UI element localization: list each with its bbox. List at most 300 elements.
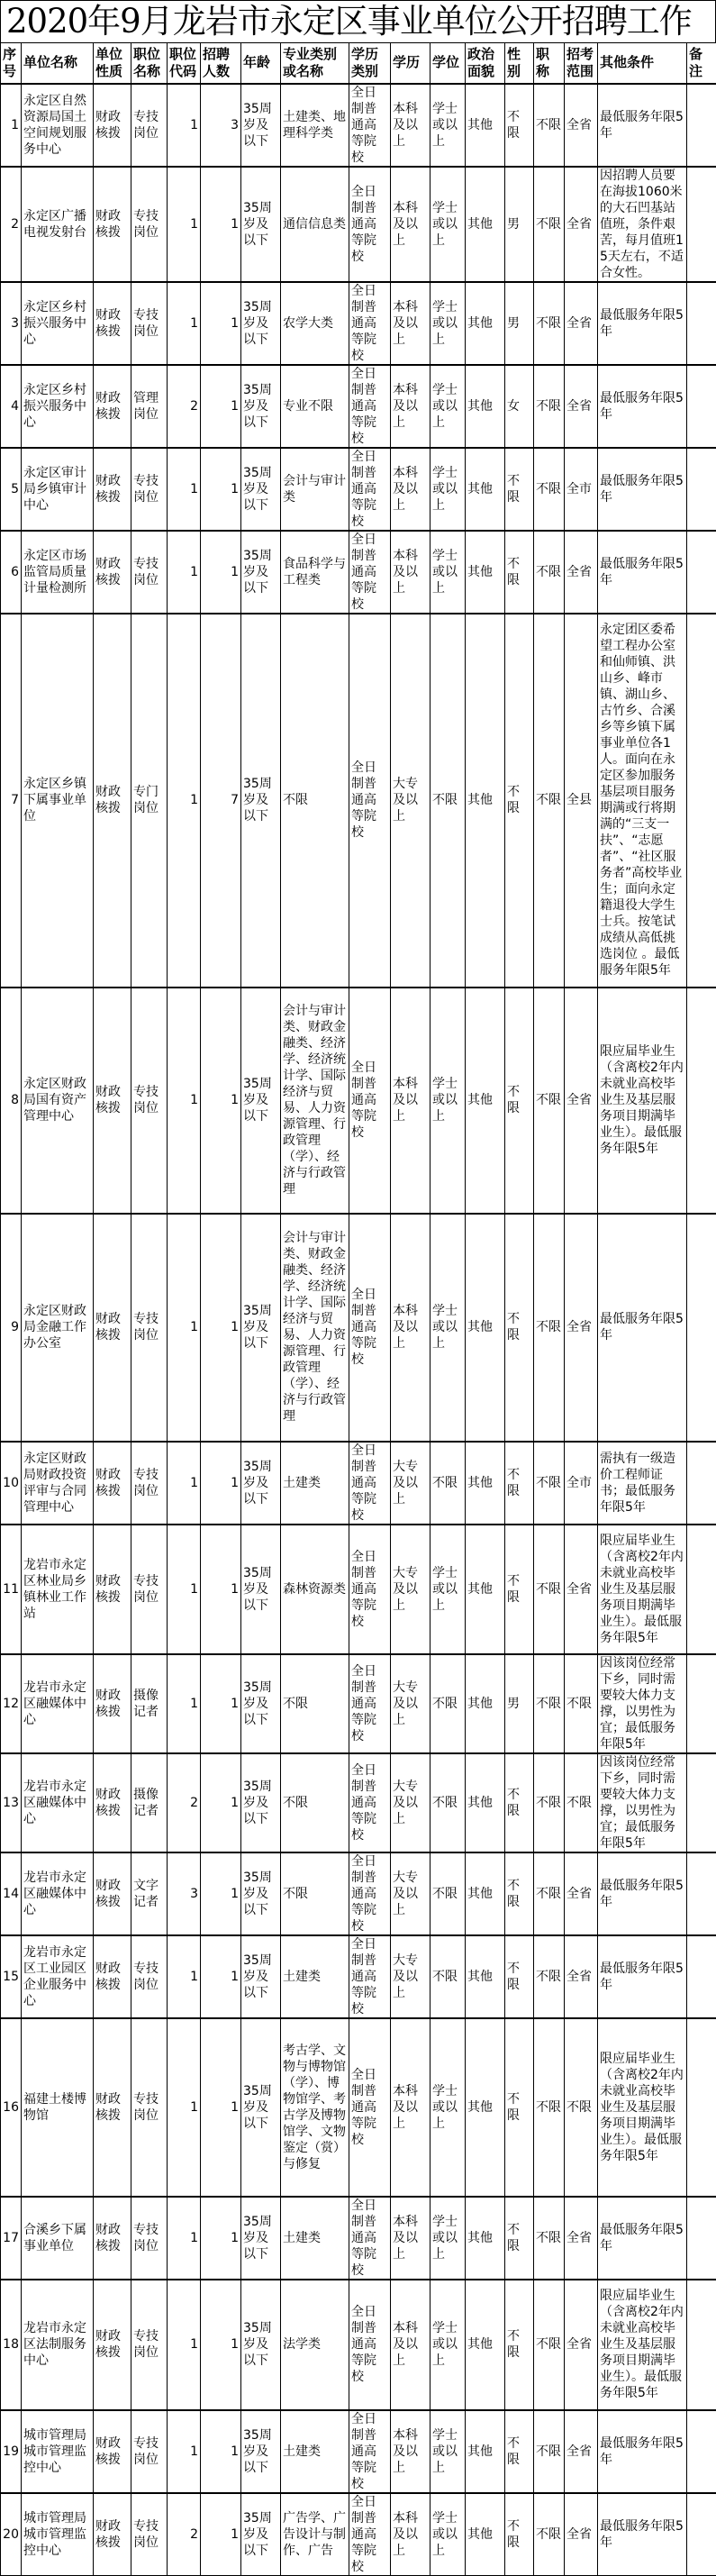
unit-nature-cell: 财政核拨 (94, 1654, 131, 1753)
unit-name-cell: 龙岩市永定区融媒体中心 (22, 1753, 94, 1852)
remark-cell (687, 2197, 716, 2280)
scope-cell: 全省 (565, 167, 598, 282)
unit-name-cell: 龙岩市永定区融媒体中心 (22, 1852, 94, 1935)
title-cell: 不限 (534, 365, 565, 448)
table-row (1, 1654, 716, 1753)
degree-cell: 学士或以上 (431, 282, 466, 365)
age-cell: 35周岁及以下 (241, 448, 281, 531)
politics-cell: 其他 (466, 84, 505, 167)
title-cell: 不限 (534, 988, 565, 1214)
header-gender: 性别 (505, 43, 534, 84)
table-row (1, 2493, 716, 2576)
position-name-cell: 专技岗位 (131, 1442, 168, 1525)
gender-cell: 不限 (505, 2493, 534, 2576)
major-cell: 通信信息类 (281, 167, 349, 282)
remark-cell (687, 988, 716, 1214)
edu-type-cell: 全日制普通高等院校 (349, 365, 391, 448)
scope-cell: 全省 (565, 988, 598, 1214)
unit-name-cell: 永定区市场监管局质量计量检测所 (22, 531, 94, 614)
unit-name-cell: 永定区审计局乡镇审计中心 (22, 448, 94, 531)
position-name-cell: 专技岗位 (131, 84, 168, 167)
header-hire-count: 招聘人数 (201, 43, 241, 84)
politics-cell: 其他 (466, 448, 505, 531)
major-cell: 法学类 (281, 2280, 349, 2410)
table-row (1, 365, 716, 448)
table-row (1, 84, 716, 167)
major-cell: 考古学、文物与博物馆（学）、博物馆学、考古学及博物馆学、文物鉴定（赏）与修复 (281, 2018, 349, 2197)
remark-cell (687, 84, 716, 167)
other-conditions-cell: 最低服务年限5年 (598, 2197, 687, 2280)
remark-cell (687, 614, 716, 988)
scope-cell: 全省 (565, 365, 598, 448)
edu-type-cell: 全日制普通高等院校 (349, 1442, 391, 1525)
gender-cell: 不限 (505, 1525, 534, 1654)
position-code-cell: 1 (168, 2280, 201, 2410)
education-cell: 本科及以上 (391, 1214, 431, 1442)
hire-count-cell: 1 (201, 1935, 241, 2018)
politics-cell: 其他 (466, 2280, 505, 2410)
header-other-conditions: 其他条件 (598, 43, 687, 84)
hire-count-cell: 1 (201, 531, 241, 614)
age-cell: 35周岁及以下 (241, 167, 281, 282)
remark-cell (687, 1442, 716, 1525)
title-cell: 不限 (534, 1525, 565, 1654)
gender-cell: 不限 (505, 84, 534, 167)
degree-cell: 学士或以上 (431, 84, 466, 167)
gender-cell: 不限 (505, 2018, 534, 2197)
hire-count-cell: 1 (201, 2280, 241, 2410)
title-cell: 不限 (534, 2197, 565, 2280)
seq-cell: 16 (1, 2018, 22, 2197)
seq-cell: 13 (1, 1753, 22, 1852)
unit-name-cell: 永定区财政局金融工作办公室 (22, 1214, 94, 1442)
unit-nature-cell: 财政核拨 (94, 1935, 131, 2018)
seq-cell: 3 (1, 282, 22, 365)
hire-count-cell: 1 (201, 1442, 241, 1525)
edu-type-cell: 全日制普通高等院校 (349, 1214, 391, 1442)
table-row (1, 2197, 716, 2280)
politics-cell: 其他 (466, 365, 505, 448)
politics-cell: 其他 (466, 167, 505, 282)
age-cell: 35周岁及以下 (241, 1525, 281, 1654)
gender-cell: 不限 (505, 448, 534, 531)
other-conditions-cell: 限应届毕业生（含离校2年内未就业高校毕业生及基层服务项目期满毕业生）。最低服务年限5年 (598, 988, 687, 1214)
header-scope: 招考范围 (565, 43, 598, 84)
unit-name-cell: 永定区乡村振兴服务中心 (22, 282, 94, 365)
degree-cell: 不限 (431, 1935, 466, 2018)
seq-cell: 5 (1, 448, 22, 531)
age-cell: 35周岁及以下 (241, 365, 281, 448)
age-cell: 35周岁及以下 (241, 1214, 281, 1442)
table-row (1, 614, 716, 988)
seq-cell: 17 (1, 2197, 22, 2280)
remark-cell (687, 365, 716, 448)
degree-cell: 学士或以上 (431, 365, 466, 448)
title-cell: 不限 (534, 2018, 565, 2197)
remark-cell (687, 448, 716, 531)
unit-name-cell: 龙岩市永定区法制服务中心 (22, 2280, 94, 2410)
degree-cell: 不限 (431, 1753, 466, 1852)
position-code-cell: 1 (168, 614, 201, 988)
unit-name-cell: 龙岩市永定区林业局乡镇林业工作站 (22, 1525, 94, 1654)
header-remark: 备注 (687, 43, 716, 84)
edu-type-cell: 全日制普通高等院校 (349, 1935, 391, 2018)
degree-cell: 不限 (431, 614, 466, 988)
education-cell: 大专及以上 (391, 1442, 431, 1525)
unit-name-cell: 永定区自然资源局国土空间规划服务中心 (22, 84, 94, 167)
gender-cell: 男 (505, 282, 534, 365)
politics-cell: 其他 (466, 1654, 505, 1753)
age-cell: 35周岁及以下 (241, 1654, 281, 1753)
position-code-cell: 2 (168, 1753, 201, 1852)
edu-type-cell: 全日制普通高等院校 (349, 448, 391, 531)
position-name-cell: 专技岗位 (131, 2410, 168, 2493)
degree-cell: 学士或以上 (431, 448, 466, 531)
unit-nature-cell: 财政核拨 (94, 2493, 131, 2576)
table-row (1, 1214, 716, 1442)
seq-cell: 9 (1, 1214, 22, 1442)
edu-type-cell: 全日制普通高等院校 (349, 1753, 391, 1852)
position-name-cell: 管理岗位 (131, 365, 168, 448)
scope-cell: 不限 (565, 2018, 598, 2197)
politics-cell: 其他 (466, 2493, 505, 2576)
table-row (1, 1753, 716, 1852)
major-cell: 不限 (281, 1753, 349, 1852)
education-cell: 本科及以上 (391, 2493, 431, 2576)
age-cell: 35周岁及以下 (241, 614, 281, 988)
politics-cell: 其他 (466, 1525, 505, 1654)
hire-count-cell: 1 (201, 1852, 241, 1935)
seq-cell: 12 (1, 1654, 22, 1753)
unit-name-cell: 福建土楼博物馆 (22, 2018, 94, 2197)
unit-name-cell: 城市管理局城市管理监控中心 (22, 2493, 94, 2576)
education-cell: 大专及以上 (391, 1654, 431, 1753)
unit-nature-cell: 财政核拨 (94, 531, 131, 614)
position-code-cell: 1 (168, 1654, 201, 1753)
title-cell: 不限 (534, 448, 565, 531)
other-conditions-cell: 限应届毕业生（含离校2年内未就业高校毕业生及基层服务项目期满毕业生）。最低服务年限5年 (598, 2280, 687, 2410)
position-code-cell: 2 (168, 2493, 201, 2576)
title-cell: 不限 (534, 614, 565, 988)
other-conditions-cell: 限应届毕业生（含离校2年内未就业高校毕业生及基层服务项目期满毕业生）。最低服务年限5年 (598, 1525, 687, 1654)
edu-type-cell: 全日制普通高等院校 (349, 1654, 391, 1753)
title-cell: 不限 (534, 1852, 565, 1935)
position-code-cell: 1 (168, 531, 201, 614)
politics-cell: 其他 (466, 614, 505, 988)
other-conditions-cell: 限应届毕业生（含离校2年内未就业高校毕业生及基层服务项目期满毕业生）。最低服务年限5年 (598, 2018, 687, 2197)
scope-cell: 全省 (565, 2410, 598, 2493)
remark-cell (687, 167, 716, 282)
age-cell: 35周岁及以下 (241, 2280, 281, 2410)
edu-type-cell: 全日制普通高等院校 (349, 988, 391, 1214)
header-major: 专业类别或名称 (281, 43, 349, 84)
edu-type-cell: 全日制普通高等院校 (349, 84, 391, 167)
education-cell: 大专及以上 (391, 614, 431, 988)
unit-nature-cell: 财政核拨 (94, 2410, 131, 2493)
degree-cell: 学士或以上 (431, 531, 466, 614)
education-cell: 本科及以上 (391, 2018, 431, 2197)
title-cell: 不限 (534, 282, 565, 365)
politics-cell: 其他 (466, 1753, 505, 1852)
position-name-cell: 摄像记者 (131, 1753, 168, 1852)
politics-cell: 其他 (466, 1214, 505, 1442)
remark-cell (687, 531, 716, 614)
education-cell: 大专及以上 (391, 1852, 431, 1935)
degree-cell: 学士或以上 (431, 2410, 466, 2493)
table-row (1, 1525, 716, 1654)
title-cell: 不限 (534, 2410, 565, 2493)
header-unit-nature: 单位性质 (94, 43, 131, 84)
gender-cell: 女 (505, 365, 534, 448)
other-conditions-cell: 最低服务年限5年 (598, 531, 687, 614)
position-code-cell: 1 (168, 1442, 201, 1525)
hire-count-cell: 1 (201, 2018, 241, 2197)
remark-cell (687, 282, 716, 365)
unit-nature-cell: 财政核拨 (94, 2018, 131, 2197)
politics-cell: 其他 (466, 1442, 505, 1525)
unit-nature-cell: 财政核拨 (94, 167, 131, 282)
seq-cell: 19 (1, 2410, 22, 2493)
age-cell: 35周岁及以下 (241, 988, 281, 1214)
position-code-cell: 1 (168, 2018, 201, 2197)
gender-cell: 男 (505, 1654, 534, 1753)
other-conditions-cell: 最低服务年限5年 (598, 1935, 687, 2018)
position-code-cell: 1 (168, 2197, 201, 2280)
gender-cell: 不限 (505, 531, 534, 614)
edu-type-cell: 全日制普通高等院校 (349, 282, 391, 365)
unit-nature-cell: 财政核拨 (94, 84, 131, 167)
age-cell: 35周岁及以下 (241, 2018, 281, 2197)
degree-cell: 学士或以上 (431, 167, 466, 282)
degree-cell: 学士或以上 (431, 1525, 466, 1654)
title-cell: 不限 (534, 1753, 565, 1852)
major-cell: 农学大类 (281, 282, 349, 365)
major-cell: 会计与审计类 (281, 448, 349, 531)
title-cell: 不限 (534, 167, 565, 282)
major-cell: 会计与审计类、财政金融类、经济学、经济统计学、国际经济与贸易、人力资源管理、行政管理（学）、经济与行政管理 (281, 1214, 349, 1442)
gender-cell: 不限 (505, 1442, 534, 1525)
seq-cell: 6 (1, 531, 22, 614)
other-conditions-cell: 需执有一级造价工程师证书；最低服务年限5年 (598, 1442, 687, 1525)
header-education: 学历 (391, 43, 431, 84)
edu-type-cell: 全日制普通高等院校 (349, 1852, 391, 1935)
position-name-cell: 专门岗位 (131, 614, 168, 988)
header-degree: 学位 (431, 43, 466, 84)
remark-cell (687, 1654, 716, 1753)
header-age: 年龄 (241, 43, 281, 84)
position-code-cell: 1 (168, 167, 201, 282)
position-code-cell: 1 (168, 1935, 201, 2018)
degree-cell: 学士或以上 (431, 988, 466, 1214)
unit-nature-cell: 财政核拨 (94, 2280, 131, 2410)
sheet-title: 2020年9月龙岩市永定区事业单位公开招聘工作 (0, 0, 716, 42)
other-conditions-cell: 因招聘人员要在海拔1060米的大石凹基站值班，条件艰苦，每月值班15天左右，不适合女性。 (598, 167, 687, 282)
scope-cell: 全市 (565, 448, 598, 531)
hire-count-cell: 1 (201, 1525, 241, 1654)
scope-cell: 全省 (565, 1525, 598, 1654)
header-politics: 政治面貌 (466, 43, 505, 84)
gender-cell: 不限 (505, 1852, 534, 1935)
age-cell: 35周岁及以下 (241, 1442, 281, 1525)
age-cell: 35周岁及以下 (241, 2197, 281, 2280)
degree-cell: 学士或以上 (431, 2493, 466, 2576)
major-cell: 食品科学与工程类 (281, 531, 349, 614)
scope-cell: 全省 (565, 1214, 598, 1442)
edu-type-cell: 全日制普通高等院校 (349, 2280, 391, 2410)
unit-name-cell: 永定区广播电视发射台 (22, 167, 94, 282)
hire-count-cell: 1 (201, 1654, 241, 1753)
major-cell: 土建类 (281, 2410, 349, 2493)
title-cell: 不限 (534, 84, 565, 167)
hire-count-cell: 3 (201, 84, 241, 167)
hire-count-cell: 1 (201, 1753, 241, 1852)
unit-nature-cell: 财政核拨 (94, 365, 131, 448)
position-name-cell: 文字记者 (131, 1852, 168, 1935)
edu-type-cell: 全日制普通高等院校 (349, 2493, 391, 2576)
other-conditions-cell: 最低服务年限5年 (598, 1852, 687, 1935)
age-cell: 35周岁及以下 (241, 1753, 281, 1852)
age-cell: 35周岁及以下 (241, 1852, 281, 1935)
hire-count-cell: 1 (201, 1214, 241, 1442)
major-cell: 土建类 (281, 1442, 349, 1525)
unit-nature-cell: 财政核拨 (94, 448, 131, 531)
remark-cell (687, 1525, 716, 1654)
major-cell: 不限 (281, 614, 349, 988)
unit-name-cell: 龙岩市永定区融媒体中心 (22, 1654, 94, 1753)
header-seq: 序号 (1, 43, 22, 84)
major-cell: 土建类、地理科学类 (281, 84, 349, 167)
remark-cell (687, 2493, 716, 2576)
seq-cell: 18 (1, 2280, 22, 2410)
header-position-code: 职位代码 (168, 43, 201, 84)
seq-cell: 10 (1, 1442, 22, 1525)
seq-cell: 11 (1, 1525, 22, 1654)
unit-name-cell: 永定区乡村振兴服务中心 (22, 365, 94, 448)
position-name-cell: 专技岗位 (131, 448, 168, 531)
seq-cell: 8 (1, 988, 22, 1214)
unit-nature-cell: 财政核拨 (94, 1214, 131, 1442)
major-cell: 土建类 (281, 2197, 349, 2280)
unit-name-cell: 永定区乡镇下属事业单位 (22, 614, 94, 988)
unit-nature-cell: 财政核拨 (94, 1753, 131, 1852)
table-row (1, 2018, 716, 2197)
edu-type-cell: 全日制普通高等院校 (349, 2410, 391, 2493)
scope-cell: 全省 (565, 282, 598, 365)
gender-cell: 不限 (505, 2280, 534, 2410)
unit-nature-cell: 财政核拨 (94, 614, 131, 988)
age-cell: 35周岁及以下 (241, 1935, 281, 2018)
title-cell: 不限 (534, 1654, 565, 1753)
scope-cell: 全省 (565, 1935, 598, 2018)
edu-type-cell: 全日制普通高等院校 (349, 614, 391, 988)
remark-cell (687, 2018, 716, 2197)
table-row (1, 1852, 716, 1935)
unit-name-cell: 永定区财政局财政投资评审与合同管理中心 (22, 1442, 94, 1525)
education-cell: 本科及以上 (391, 448, 431, 531)
position-code-cell: 1 (168, 1525, 201, 1654)
gender-cell: 不限 (505, 2197, 534, 2280)
age-cell: 35周岁及以下 (241, 531, 281, 614)
hire-count-cell: 1 (201, 2197, 241, 2280)
seq-cell: 7 (1, 614, 22, 988)
remark-cell (687, 2410, 716, 2493)
title-cell: 不限 (534, 2280, 565, 2410)
title-cell: 不限 (534, 1935, 565, 2018)
education-cell: 大专及以上 (391, 1753, 431, 1852)
major-cell: 广告学、广告设计与制作、广告 (281, 2493, 349, 2576)
header-unit-name: 单位名称 (22, 43, 94, 84)
remark-cell (687, 1935, 716, 2018)
position-name-cell: 专技岗位 (131, 531, 168, 614)
unit-nature-cell: 财政核拨 (94, 1525, 131, 1654)
scope-cell: 全市 (565, 1442, 598, 1525)
hire-count-cell: 1 (201, 2493, 241, 2576)
major-cell: 不限 (281, 1852, 349, 1935)
position-code-cell: 1 (168, 988, 201, 1214)
seq-cell: 15 (1, 1935, 22, 2018)
age-cell: 35周岁及以下 (241, 84, 281, 167)
scope-cell: 全省 (565, 2197, 598, 2280)
title-cell: 不限 (534, 1442, 565, 1525)
unit-name-cell: 龙岩市永定区工业园区企业服务中心 (22, 1935, 94, 2018)
other-conditions-cell: 最低服务年限5年 (598, 1214, 687, 1442)
other-conditions-cell: 最低服务年限5年 (598, 84, 687, 167)
remark-cell (687, 2280, 716, 2410)
scope-cell: 全省 (565, 1852, 598, 1935)
politics-cell: 其他 (466, 2197, 505, 2280)
major-cell: 森林资源类 (281, 1525, 349, 1654)
other-conditions-cell: 最低服务年限5年 (598, 2493, 687, 2576)
other-conditions-cell: 永定团区委希望工程办公室和仙师镇、洪山乡、峰市镇、湖山乡、古竹乡、合溪乡等乡镇下属事业单位各1人。面向在永定区参加服务基层项目服务期满或行将期满的“三支一扶”、“志愿者”、“社区服务者”高校毕业生；面向永定籍退役大学生士兵。按笔试成绩从高低挑选岗位 。最低服务年限5年 (598, 614, 687, 988)
other-conditions-cell: 最低服务年限5年 (598, 448, 687, 531)
scope-cell: 全省 (565, 531, 598, 614)
scope-cell: 全县 (565, 614, 598, 988)
unit-name-cell: 合溪乡下属事业单位 (22, 2197, 94, 2280)
table-row (1, 167, 716, 282)
education-cell: 本科及以上 (391, 282, 431, 365)
table-row (1, 988, 716, 1214)
position-name-cell: 专技岗位 (131, 1214, 168, 1442)
unit-name-cell: 永定区财政局国有资产管理中心 (22, 988, 94, 1214)
title-cell: 不限 (534, 1214, 565, 1442)
hire-count-cell: 1 (201, 988, 241, 1214)
header-title: 职称 (534, 43, 565, 84)
major-cell: 会计与审计类、财政金融类、经济学、经济统计学、国际经济与贸易、人力资源管理、行政管理（学）、经济与行政管理 (281, 988, 349, 1214)
recruitment-table (0, 42, 716, 2576)
degree-cell: 学士或以上 (431, 2197, 466, 2280)
major-cell: 专业不限 (281, 365, 349, 448)
gender-cell: 不限 (505, 2410, 534, 2493)
education-cell: 本科及以上 (391, 531, 431, 614)
seq-cell: 2 (1, 167, 22, 282)
header-row (1, 43, 716, 84)
position-name-cell: 专技岗位 (131, 282, 168, 365)
other-conditions-cell: 最低服务年限5年 (598, 365, 687, 448)
edu-type-cell: 全日制普通高等院校 (349, 531, 391, 614)
table-row (1, 531, 716, 614)
gender-cell: 不限 (505, 1935, 534, 2018)
position-code-cell: 2 (168, 365, 201, 448)
politics-cell: 其他 (466, 531, 505, 614)
unit-nature-cell: 财政核拨 (94, 988, 131, 1214)
degree-cell: 不限 (431, 1852, 466, 1935)
education-cell: 本科及以上 (391, 2410, 431, 2493)
politics-cell: 其他 (466, 1935, 505, 2018)
seq-cell: 4 (1, 365, 22, 448)
remark-cell (687, 1753, 716, 1852)
table-row (1, 2280, 716, 2410)
position-name-cell: 专技岗位 (131, 1935, 168, 2018)
